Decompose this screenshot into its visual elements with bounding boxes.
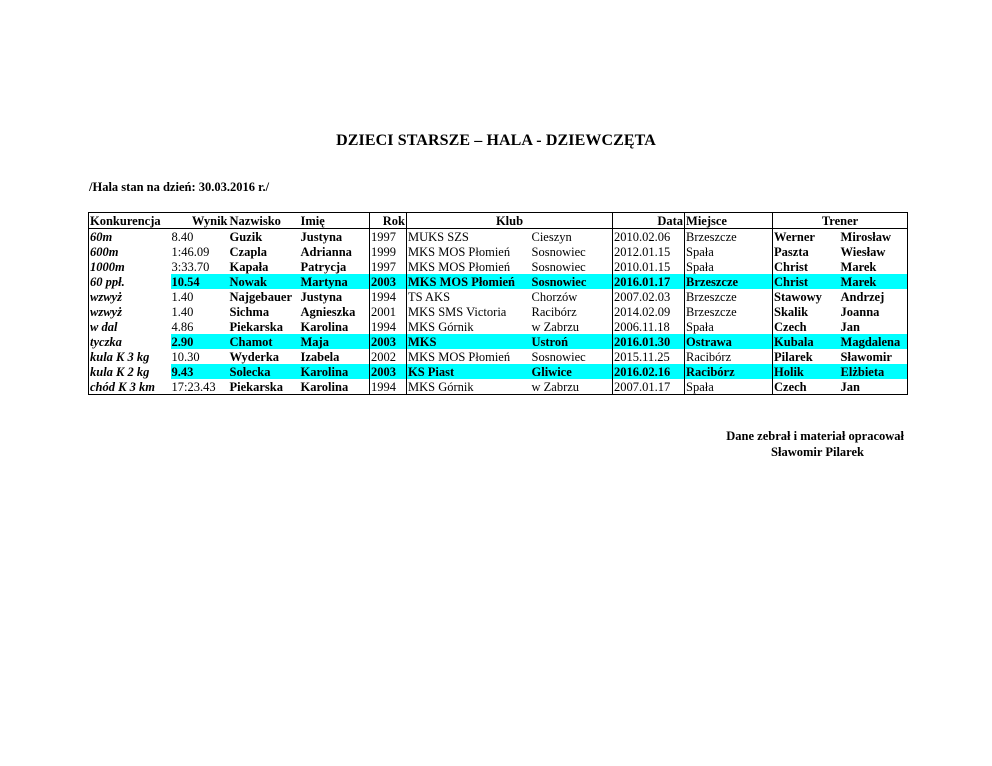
cell-klub: TS AKS bbox=[407, 289, 531, 304]
table-row bbox=[89, 334, 908, 349]
cell-trener-imie: Elżbieta bbox=[840, 364, 908, 379]
cell-rok: 2003 bbox=[370, 274, 407, 289]
table-row bbox=[89, 259, 908, 274]
table-row bbox=[89, 349, 908, 364]
cell-wynik: 9.43 bbox=[171, 364, 229, 379]
cell-trener-nazwisko: Werner bbox=[773, 229, 840, 245]
page-title: DZIECI STARSZE – HALA - DZIEWCZĘTA bbox=[336, 132, 656, 149]
cell-rok: 2003 bbox=[370, 334, 407, 349]
cell-nazwisko: Piekarska bbox=[229, 379, 283, 394]
cell-klub-miasto: Ustroń bbox=[531, 334, 613, 349]
cell-miejsce: Ostrawa bbox=[685, 334, 773, 349]
cell-miejsce: Brzeszcze bbox=[685, 274, 773, 289]
cell-klub: MKS Górnik bbox=[407, 319, 531, 334]
table-row bbox=[89, 379, 908, 395]
header-imie: Imię bbox=[300, 213, 370, 229]
cell-trener-nazwisko: Stawowy bbox=[773, 289, 840, 304]
cell-trener-imie: Jan bbox=[840, 319, 860, 334]
cell-nazwisko: Czapla bbox=[229, 244, 267, 259]
cell-nazwisko: Najgebauer bbox=[229, 289, 292, 304]
cell-data: 2012.01.15 bbox=[613, 244, 685, 259]
cell-konkurencja: wzwyż bbox=[90, 289, 122, 304]
cell-klub-miasto: Cieszyn bbox=[531, 229, 572, 244]
cell-nazwisko: Kapała bbox=[229, 259, 269, 274]
cell-konkurencja: 60 ppł. bbox=[90, 274, 125, 289]
cell-klub: MKS bbox=[407, 334, 531, 349]
cell-rok: 2002 bbox=[370, 349, 407, 364]
cell-trener-nazwisko: Czech bbox=[773, 379, 840, 395]
cell-data: 2016.02.16 bbox=[613, 364, 685, 379]
cell-rok: 1994 bbox=[370, 319, 407, 334]
cell-konkurencja: tyczka bbox=[90, 334, 122, 349]
cell-nazwisko: Wyderka bbox=[229, 349, 280, 364]
cell-imie: Karolina bbox=[300, 379, 349, 394]
cell-rok: 1999 bbox=[370, 244, 407, 259]
cell-trener-nazwisko: Kubala bbox=[773, 334, 840, 349]
cell-nazwisko: Sichma bbox=[229, 304, 270, 319]
records-table bbox=[88, 212, 908, 395]
cell-miejsce: Spała bbox=[685, 319, 773, 334]
cell-miejsce: Spała bbox=[685, 379, 773, 395]
header-klub: Klub bbox=[407, 213, 613, 229]
header-trener: Trener bbox=[773, 213, 908, 229]
cell-wynik: 1.40 bbox=[171, 289, 194, 304]
cell-klub: MKS MOS Płomień bbox=[407, 349, 531, 364]
cell-imie: Justyna bbox=[300, 229, 343, 244]
cell-imie: Adrianna bbox=[300, 244, 352, 259]
cell-data: 2016.01.30 bbox=[613, 334, 685, 349]
cell-data: 2016.01.17 bbox=[613, 274, 685, 289]
records-body bbox=[89, 229, 908, 395]
cell-klub: MKS MOS Płomień bbox=[407, 259, 531, 274]
cell-imie: Maja bbox=[300, 334, 370, 349]
cell-klub-miasto: Sosnowiec bbox=[531, 349, 586, 364]
cell-miejsce: Racibórz bbox=[685, 364, 773, 379]
cell-imie: Agnieszka bbox=[300, 304, 356, 319]
header-nazwisko: Nazwisko bbox=[229, 213, 300, 229]
cell-klub-miasto: Gliwice bbox=[531, 364, 613, 379]
status-date: /Hala stan na dzień: 30.03.2016 r./ bbox=[89, 180, 270, 194]
cell-wynik: 17:23.43 bbox=[171, 379, 216, 394]
table-row bbox=[89, 229, 908, 245]
cell-nazwisko: Solecka bbox=[229, 364, 300, 379]
cell-klub: MKS SMS Victoria bbox=[407, 304, 531, 319]
header-rok: Rok bbox=[370, 213, 407, 229]
cell-trener-imie: Marek bbox=[840, 274, 908, 289]
cell-klub-miasto: Chorzów bbox=[531, 289, 578, 304]
cell-trener-nazwisko: Christ bbox=[773, 259, 840, 274]
cell-wynik: 3:33.70 bbox=[171, 259, 210, 274]
cell-konkurencja: 600m bbox=[90, 244, 119, 259]
header-row bbox=[89, 213, 908, 229]
cell-trener-nazwisko: Holik bbox=[773, 364, 840, 379]
footer-line-1: Dane zebrał i materiał opracował bbox=[726, 429, 904, 443]
footer-line-2: Sławomir Pilarek bbox=[771, 445, 864, 459]
cell-miejsce: Racibórz bbox=[685, 349, 773, 364]
header-data: Data bbox=[613, 213, 685, 229]
cell-konkurencja: chód K 3 km bbox=[90, 379, 155, 394]
cell-konkurencja: 60m bbox=[90, 229, 113, 244]
cell-konkurencja: 1000m bbox=[90, 259, 125, 274]
table-row bbox=[89, 244, 908, 259]
cell-trener-nazwisko: Paszta bbox=[773, 244, 840, 259]
cell-data: 2014.02.09 bbox=[613, 304, 685, 319]
cell-klub-miasto: Sosnowiec bbox=[531, 244, 586, 259]
cell-data: 2007.01.17 bbox=[613, 379, 685, 395]
cell-rok: 2001 bbox=[370, 304, 407, 319]
header-miejsce: Miejsce bbox=[685, 213, 773, 229]
cell-rok: 2003 bbox=[370, 364, 407, 379]
cell-data: 2007.02.03 bbox=[613, 289, 685, 304]
cell-miejsce: Brzeszcze bbox=[685, 229, 773, 245]
cell-miejsce: Spała bbox=[685, 259, 773, 274]
header-wynik: Wynik bbox=[171, 213, 229, 229]
cell-wynik: 10.54 bbox=[171, 274, 229, 289]
cell-trener-imie: Marek bbox=[840, 259, 877, 274]
cell-nazwisko: Piekarska bbox=[229, 319, 283, 334]
cell-miejsce: Brzeszcze bbox=[685, 289, 773, 304]
header-konkurencja: Konkurencja bbox=[89, 213, 171, 229]
cell-konkurencja: wzwyż bbox=[90, 304, 122, 319]
cell-imie: Karolina bbox=[300, 319, 349, 334]
cell-trener-imie: Andrzej bbox=[840, 289, 885, 304]
cell-konkurencja: w dal bbox=[90, 319, 118, 334]
cell-klub: MKS MOS Płomień bbox=[407, 244, 531, 259]
cell-rok: 1994 bbox=[370, 289, 407, 304]
cell-imie: Karolina bbox=[300, 364, 370, 379]
cell-klub-miasto: w Zabrzu bbox=[531, 379, 580, 394]
cell-imie: Izabela bbox=[300, 349, 340, 364]
cell-trener-imie: Jan bbox=[840, 379, 860, 394]
cell-imie: Martyna bbox=[300, 274, 370, 289]
cell-imie: Patrycja bbox=[300, 259, 347, 274]
cell-konkurencja: kula K 2 kg bbox=[90, 364, 150, 379]
cell-trener-imie: Joanna bbox=[840, 304, 880, 319]
cell-klub-miasto: Sosnowiec bbox=[531, 259, 586, 274]
cell-imie: Justyna bbox=[300, 289, 343, 304]
cell-konkurencja: kula K 3 kg bbox=[90, 349, 150, 364]
cell-data: 2006.11.18 bbox=[613, 319, 685, 334]
cell-wynik: 4.86 bbox=[171, 319, 194, 334]
cell-data: 2010.02.06 bbox=[613, 229, 685, 245]
cell-rok: 1997 bbox=[370, 259, 407, 274]
cell-trener-nazwisko: Skalik bbox=[773, 304, 840, 319]
cell-trener-imie: Mirosław bbox=[840, 229, 891, 244]
cell-nazwisko: Guzik bbox=[229, 229, 263, 244]
table-row bbox=[89, 304, 908, 319]
cell-wynik: 2.90 bbox=[171, 334, 229, 349]
cell-trener-nazwisko: Christ bbox=[773, 274, 840, 289]
cell-wynik: 8.40 bbox=[171, 229, 194, 244]
cell-wynik: 1:46.09 bbox=[171, 244, 210, 259]
cell-data: 2010.01.15 bbox=[613, 259, 685, 274]
table-row bbox=[89, 364, 908, 379]
cell-trener-imie: Sławomir bbox=[840, 349, 892, 364]
table-row bbox=[89, 289, 908, 304]
cell-klub-miasto: Racibórz bbox=[531, 304, 577, 319]
cell-klub: MKS Górnik bbox=[407, 379, 531, 395]
cell-trener-nazwisko: Czech bbox=[773, 319, 840, 334]
cell-miejsce: Spała bbox=[685, 244, 773, 259]
cell-rok: 1994 bbox=[370, 379, 407, 395]
cell-data: 2015.11.25 bbox=[613, 349, 685, 364]
cell-klub-miasto: w Zabrzu bbox=[531, 319, 580, 334]
table-row bbox=[89, 274, 908, 289]
cell-klub-miasto: Sosnowiec bbox=[531, 274, 613, 289]
cell-trener-imie: Wiesław bbox=[840, 244, 886, 259]
cell-miejsce: Brzeszcze bbox=[685, 304, 773, 319]
cell-klub: KS Piast bbox=[407, 364, 531, 379]
table-row bbox=[89, 319, 908, 334]
cell-trener-nazwisko: Pilarek bbox=[773, 349, 840, 364]
cell-nazwisko: Nowak bbox=[229, 274, 300, 289]
cell-nazwisko: Chamot bbox=[229, 334, 300, 349]
footer-credit bbox=[600, 428, 904, 460]
cell-wynik: 10.30 bbox=[171, 349, 200, 364]
cell-rok: 1997 bbox=[370, 229, 407, 245]
cell-klub: MUKS SZS bbox=[407, 229, 531, 245]
cell-klub: MKS MOS Płomień bbox=[407, 274, 531, 289]
cell-wynik: 1.40 bbox=[171, 304, 194, 319]
cell-trener-imie: Magdalena bbox=[840, 334, 908, 349]
